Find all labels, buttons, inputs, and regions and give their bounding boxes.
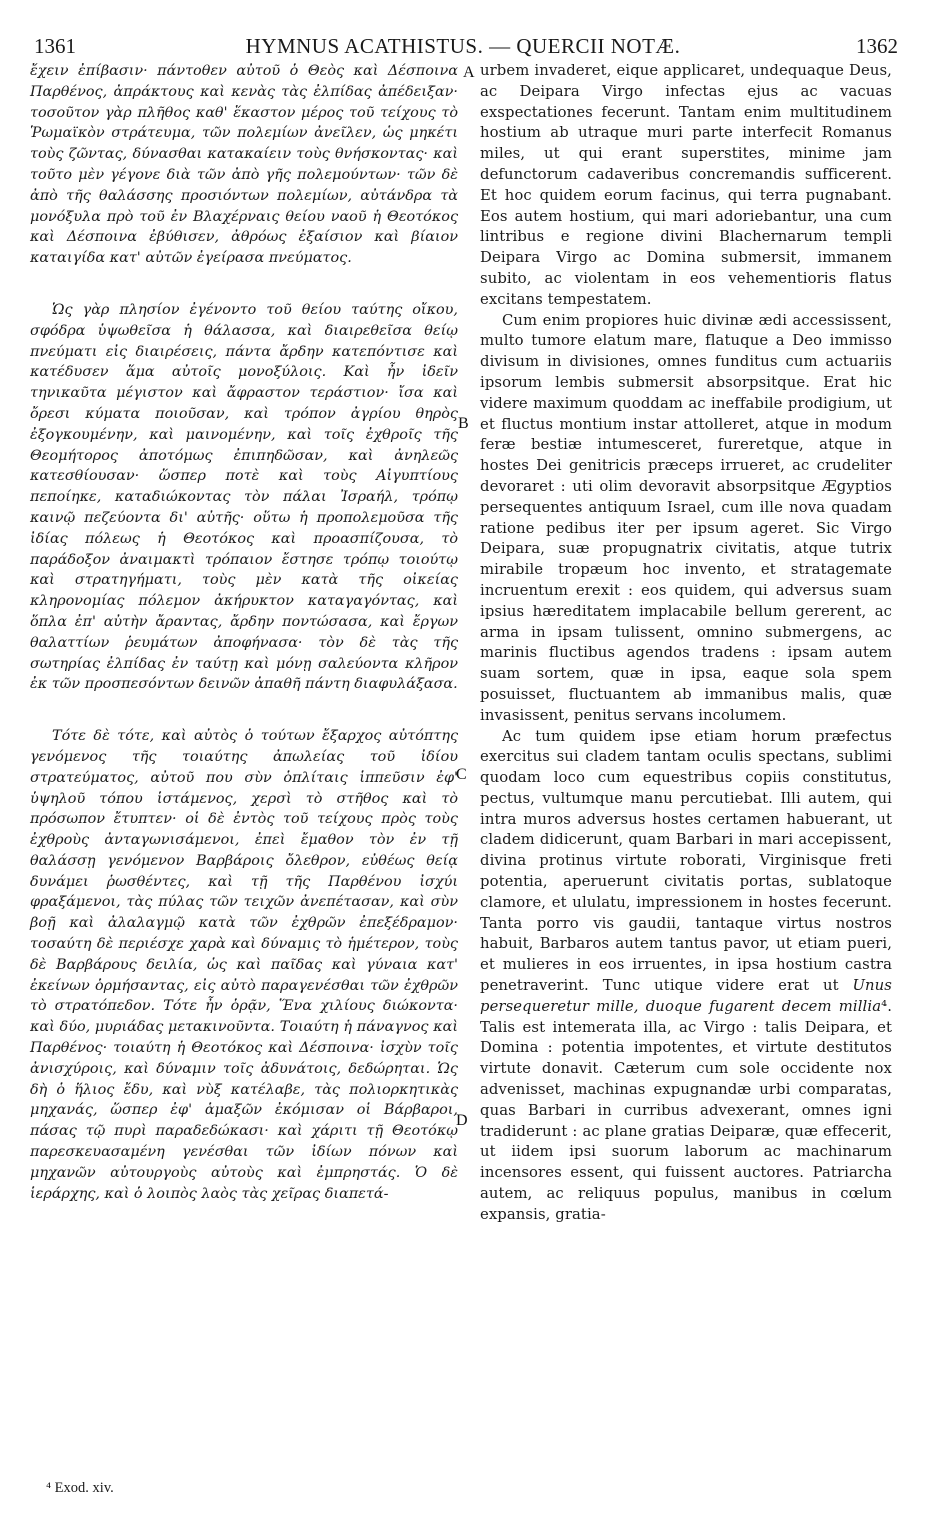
section-marker-d: D (456, 1112, 468, 1129)
section-marker-a: A (463, 64, 475, 81)
latin-paragraph-3-part-b: . Talis est intemerata illa, ac Virgo : talis Deipara, et Domina : potentia impotentes, et virtute destitutos virtute donavit. Cæterum cum sole occidente nox advenisset, machinas expugnandæ urbi comparatas, quas Barbari in curribus advexerant, omnes igni tradiderunt : ac plane gratias Deiparæ, quæ effecerit, ut iidem ipsi suorum laborum ac machinarum incensores essent, qui fuissent auctores. Patriarcha autem, ac reliquus populus, manibus in cœlum expansis, gratia- (480, 997, 892, 1223)
section-marker-b: B (458, 415, 469, 432)
footnote: ⁴ Exod. xiv. (46, 1480, 114, 1496)
footnote-reference: ⁴ (881, 997, 888, 1015)
latin-paragraph-3 (480, 727, 892, 1226)
page-number-right: 1362 (856, 34, 898, 58)
greek-column (30, 61, 458, 1204)
greek-paragraph-2: Ὡς γὰρ πλησίον ἐγένοντο τοῦ θείου ταύτης οἴκου, σφόδρα ὑψωθεῖσα ἡ θάλασσα, καὶ διαιρεθεῖσα θείῳ πνεύματι εἰς διαιρέσεις, πάντα ἄρδην κατεπόντισε καὶ κατέδυσεν ἅμα αὐτοῖς μονοξύλοις. Καὶ ἦν ἰδεῖν τηνικαῦτα μέγιστον καὶ ἄφραστον τεράστιον· ἴσα καὶ ὄρεσι κύματα ποιοῦσαν, καὶ τρόπον ἀγρίου θηρὸς ἐξογκουμένην, καὶ μαινομένην, καὶ τοῖς ἐχθροῖς τῆς Θεομήτορος ἀποτόμως ἐπιπηδῶσαν, καὶ ἀνηλεῶς κατεσθίουσαν· ὥσπερ ποτὲ καὶ τοὺς Αἰγυπτίους πεποίηκε, καταδιώκοντας τὸν πάλαι Ἰσραήλ, τρόπῳ καινῷ πεζεύοντα δι' αὐτῆς· οὕτω ἡ προπολεμοῦσα τῆς ἰδίας πόλεως ἡ Θεοτόκος καὶ προασπίζουσα, τὸ παράδοξον ἀναιμακτὶ τρόπαιον ἔστησε τρόπῳ τοιούτῳ καὶ στρατηγήματι, τοὺς μὲν κατὰ τῆς οἰκείας κληρονομίας πόλεμον ἀκήρυκτον καταγαγόντας, καὶ ὅπλα ἐπ' αὐτὴν ἄραντας, ἄρδην ποντώσασα, καὶ ἔργων θαλαττίων ῥευμάτων ἀποφήνασα· τὸν δὲ τὰς τῆς σωτηρίας ἐλπίδας ἐν ταύτῃ καὶ μόνῃ σαλεύοντα κλῆρον ἐκ τῶν προσπεσόντων δεινῶν ἀπαθῆ πάντη διαφυλάξασα. (30, 301, 458, 693)
greek-paragraph-1: ἔχειν ἐπίβασιν· πάντοθεν αὐτοῦ ὁ Θεὸς καὶ Δέσποινα Παρθένος, ἀπράκτους καὶ κενὰς τὰς ἐλπίδας ἀπέδειξαν· τοσοῦτον γὰρ πλῆθος καθ' ἕκαστον μέρος τοῦ τείχους τὸ Ῥωμαϊκὸν στράτευμα, τῶν πολεμίων ἀνεῖλεν, ὡς μηκέτι τοὺς ζῶντας, δύνασθαι κατακαίειν τοὺς θνήσκοντας· καὶ τοῦτο μὲν γέγονε διὰ τῶν ἀπὸ γῆς πολεμούντων· τῶν δὲ ἀπὸ τῆς θαλάσσης προσιόντων πολεμίων, αὐτάνδρα τὰ μονόξυλα πρὸ τοῦ ἐν Βλαχέρναις θείου ναοῦ ἡ Θεοτόκος καὶ Δέσποινα ἐβύθισεν, ἀθρόως ἐξαίσιον καὶ βίαιον καταιγίδα κατ' αὐτῶν ἐγείρασα πνεύματος. (30, 63, 458, 267)
greek-paragraph-3: Τότε δὲ τότε, καὶ αὐτὸς ὁ τούτων ἔξαρχος αὐτόπτης γενόμενος τῆς τοιαύτης ἀπωλείας τοῦ ἰδίου στρατεύματος, αὐτοῦ που σὺν ὁπλίταις ἱππεῦσιν ἐφ' ὑψηλοῦ τόπου ἱστάμενος, χερσὶ τὸ στῆθος καὶ τὸ πρόσωπον ἔτυπτεν· οἱ δὲ ἐντὸς τοῦ τείχους πρὸς τοὺς ἐχθροὺς ἀνταγωνισάμενοι, ἐπεὶ ἔμαθον τὸν ἐν τῇ θαλάσσῃ γενόμενον Βαρβάροις ὄλεθρον, εὐθέως θείᾳ δυνάμει ῥωσθέντες, καὶ τῇ τῆς Παρθένου ἰσχύι φραξάμενοι, τὰς πύλας τῶν τειχῶν ἀνεπέτασαν, καὶ σὺν βοῇ καὶ ἀλαλαγμῷ κατὰ τῶν ἐχθρῶν ἐπεξέδραμον· τοσαύτη δὲ περιέσχε χαρὰ καὶ δύναμις τὸ ἡμέτερον, τοὺς δὲ Βαρβάρους δειλία, ὡς καὶ παῖδας καὶ γύναια κατ' ἐκείνων ὁρμήσαντας, εἰς αὐτὸ παραγενέσθαι τῶν ἐχθρῶν τὸ στρατόπεδον. Τότε ἦν ὁρᾷν, Ἕνα χιλίους διώκοντα· καὶ δύο, μυριάδας μετακινοῦντα. Τοιαύτη ἡ πάναγνος καὶ Παρθένος· τοιαύτη ἡ Θεοτόκος καὶ Δέσποινα· ἰσχὺν τοῖς ἀνισχύροις, καὶ δύναμιν τοῖς ἀδυνάτοις, δεδώρηται. Ὡς δὴ ὁ ἥλιος ἔδυ, καὶ νὺξ κατέλαβε, τὰς πολιορκητικὰς μηχανάς, ὥσπερ ἐφ' ἁμαξῶν ἐκόμισαν οἱ Βάρβαροι, πάσας τῷ πυρὶ παραδεδώκασι· καὶ χάριτι τῇ Θεοτόκῳ παρεσκευασαμένη γενέσθαι τῶν ἰδίων πόνων καὶ μηχανῶν αὐτουργοὺς αὐτοὺς καὶ ἐμπρηστάς. Ὁ δὲ ἱεράρχης, καὶ ὁ λοιπὸς λαὸς τὰς χεῖρας διαπετά- (30, 728, 458, 1202)
scripture-quote: Unus persequeretur mille, duoque fugarent decem millia (480, 977, 892, 1015)
latin-column (480, 61, 892, 1226)
latin-paragraph-3-part-a: Ac tum quidem ipse etiam horum præfectus exercitus sui cladem tantam oculis spectans, sublimi quodam loco cum equestribus copiis constitutus, pectus, vultumque manu percutiebat. Illi autem, qui intra muros adversus hostes certamen habuerant, ut cladem didicerunt, quam Barbari in mari accepissent, divina protinus virtute roborati, Virginisque freti potentia, aperuerunt civitatis portas, sublatoque clamore, et ululatu, impressionem in hostes fecerunt. Tanta porro vis gaudii, tantaque virtus nostros habuit, Barbaros autem tantus pavor, ut etiam pueri, et mulieres in eos irruentes, in ipsa hostium castra penetraverint. Tunc utique videre erat ut (480, 727, 892, 995)
running-title: HYMNUS ACATHISTUS. — QUERCII NOTÆ. (245, 34, 681, 58)
latin-paragraph-1: urbem invaderet, eique applicaret, undequaque Deus, ac Deipara Virgo infectas ejus ac vacuas exspectationes fecerunt. Tantam enim multitudinem hostium ab utraque muri parte interfecit Romanus miles, ut qui erant superstites, minime jam defunctorum cadaveribus concremandis sufficerent. Et hoc quidem eorum facinus, qui terra pugnabant. Eos autem hostium, qui mari adoriebantur, una cum lintribus e regione divini Blachernarum templi Deipara Virgo ac Domina submersit, immanem subito, ac violentam in eos vehementioris flatus excitans tempestatem. (480, 62, 892, 308)
running-header (28, 30, 898, 60)
page-number-left: 1361 (34, 34, 76, 58)
section-marker-c: C (456, 766, 467, 783)
latin-paragraph-2: Cum enim propiores huic divinæ ædi accessissent, multo tumore elatum mare, flatuque a Deo immisso divisum in divisiones, omnes funditus cum actuariis ipsorum lembis submersit absorpsitque. Erat hic videre maximum quoddam ac ineffabile prodigium, ut et fluctus montium instar attolleret, atque in modum feræ bestiæ intumesceret, fureretque, atque in hostes Dei genitricis præceps irrueret, ac crudeliter devoraret : uti olim devoravit absorpsitque Ægyptios persequentes antiquum Israel, cum ille nova quadam ratione pedibus iter per ipsum ageret. Sic Virgo Deipara, suæ propugnatrix civitatis, atque tutrix mirabile tropæum hoc invento, et stratagemate incruentum erexit : eos quidem, qui adversus suam ipsius hæreditatem implacabile bellum gererent, ac arma in ipsam tulissent, omnino submergens, ac marinis fluctibus agendos tradens : ipsam autem suam sortem, quæ in ipsa, eaque sola spem posuisset, fluctuantem ab immanibus malis, quæ invasissent, penitus servans incolumem. (480, 311, 892, 724)
